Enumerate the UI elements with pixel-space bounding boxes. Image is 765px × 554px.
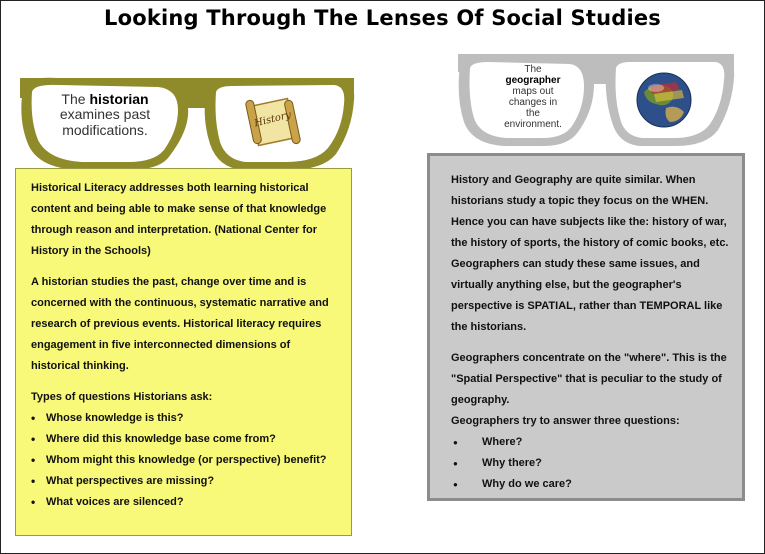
geographer-question: ● Why do we care? [451,474,732,495]
geographer-paragraph-2: Geographers concentrate on the "where". This is the "Spatial Perspective" that is peculiar to the study of geography. [451,352,727,406]
historian-glasses [18,70,356,172]
historian-lens-line3: modifications. [62,121,148,138]
geographer-questions-heading: Geographers try to answer three questions: [451,415,680,427]
geographer-questions-list [451,432,732,495]
historian-question: • Where did this knowledge base come from? [31,429,341,450]
globe-icon [636,72,692,128]
geographer-question: ● Why there? [451,453,732,474]
geographer-lens-line5: environment. [504,119,562,130]
geographer-paragraph-1: History and Geography are quite similar. When historians study a topic they focus on the WHEN. Hence you can have subjects like the: history of war, the history of sports, the history of comic books, etc. Geographers can study these same issues, and virtually anything else, but the geographer's perspective is SPATIAL, rather than TEMPORAL like the historians. [451,174,729,333]
history-scroll-label: History [253,109,293,130]
historian-lens-keyword: historian [89,91,149,107]
geographer-panel [427,153,745,501]
page-title: Looking Through The Lenses Of Social Studies [103,6,661,30]
history-scroll-icon [238,90,308,152]
geographer-glasses [454,50,738,150]
geographer-question: ● Where? [451,432,732,453]
historian-paragraph-2: A historian studies the past, change over time and is concerned with the continuous, systematic narrative and research of previous events. Historical literacy requires engagement in five interconnected dimensions of historical thinking. [31,276,329,372]
historian-lens-line1: The [61,91,86,107]
geographer-lens-caption [488,64,578,130]
historian-questions-list [31,408,341,513]
historian-lens-caption [40,92,170,138]
historian-question: • Whom might this knowledge (or perspective) benefit? [31,450,341,471]
geographer-lens-line3: changes in [508,97,558,108]
historian-question: • What perspectives are missing? [31,471,341,492]
geographer-lens-line1: The [524,64,542,75]
historian-question: • What voices are silenced? [31,492,341,513]
historian-question: • Whose knowledge is this? [31,408,341,429]
historian-questions-heading: Types of questions Historians ask: [31,391,213,403]
geographer-lens-line2: maps out [512,86,554,97]
geographer-lens-line4: the [526,108,540,119]
historian-lens-line2: examines past [59,106,151,123]
geographer-lens-keyword: geographer [505,75,561,86]
historian-panel [15,168,352,536]
historian-paragraph-1: Historical Literacy addresses both learning historical content and being able to make sense of that knowledge through reason and interpretation. (National Center for History in the Schools) [31,182,327,257]
